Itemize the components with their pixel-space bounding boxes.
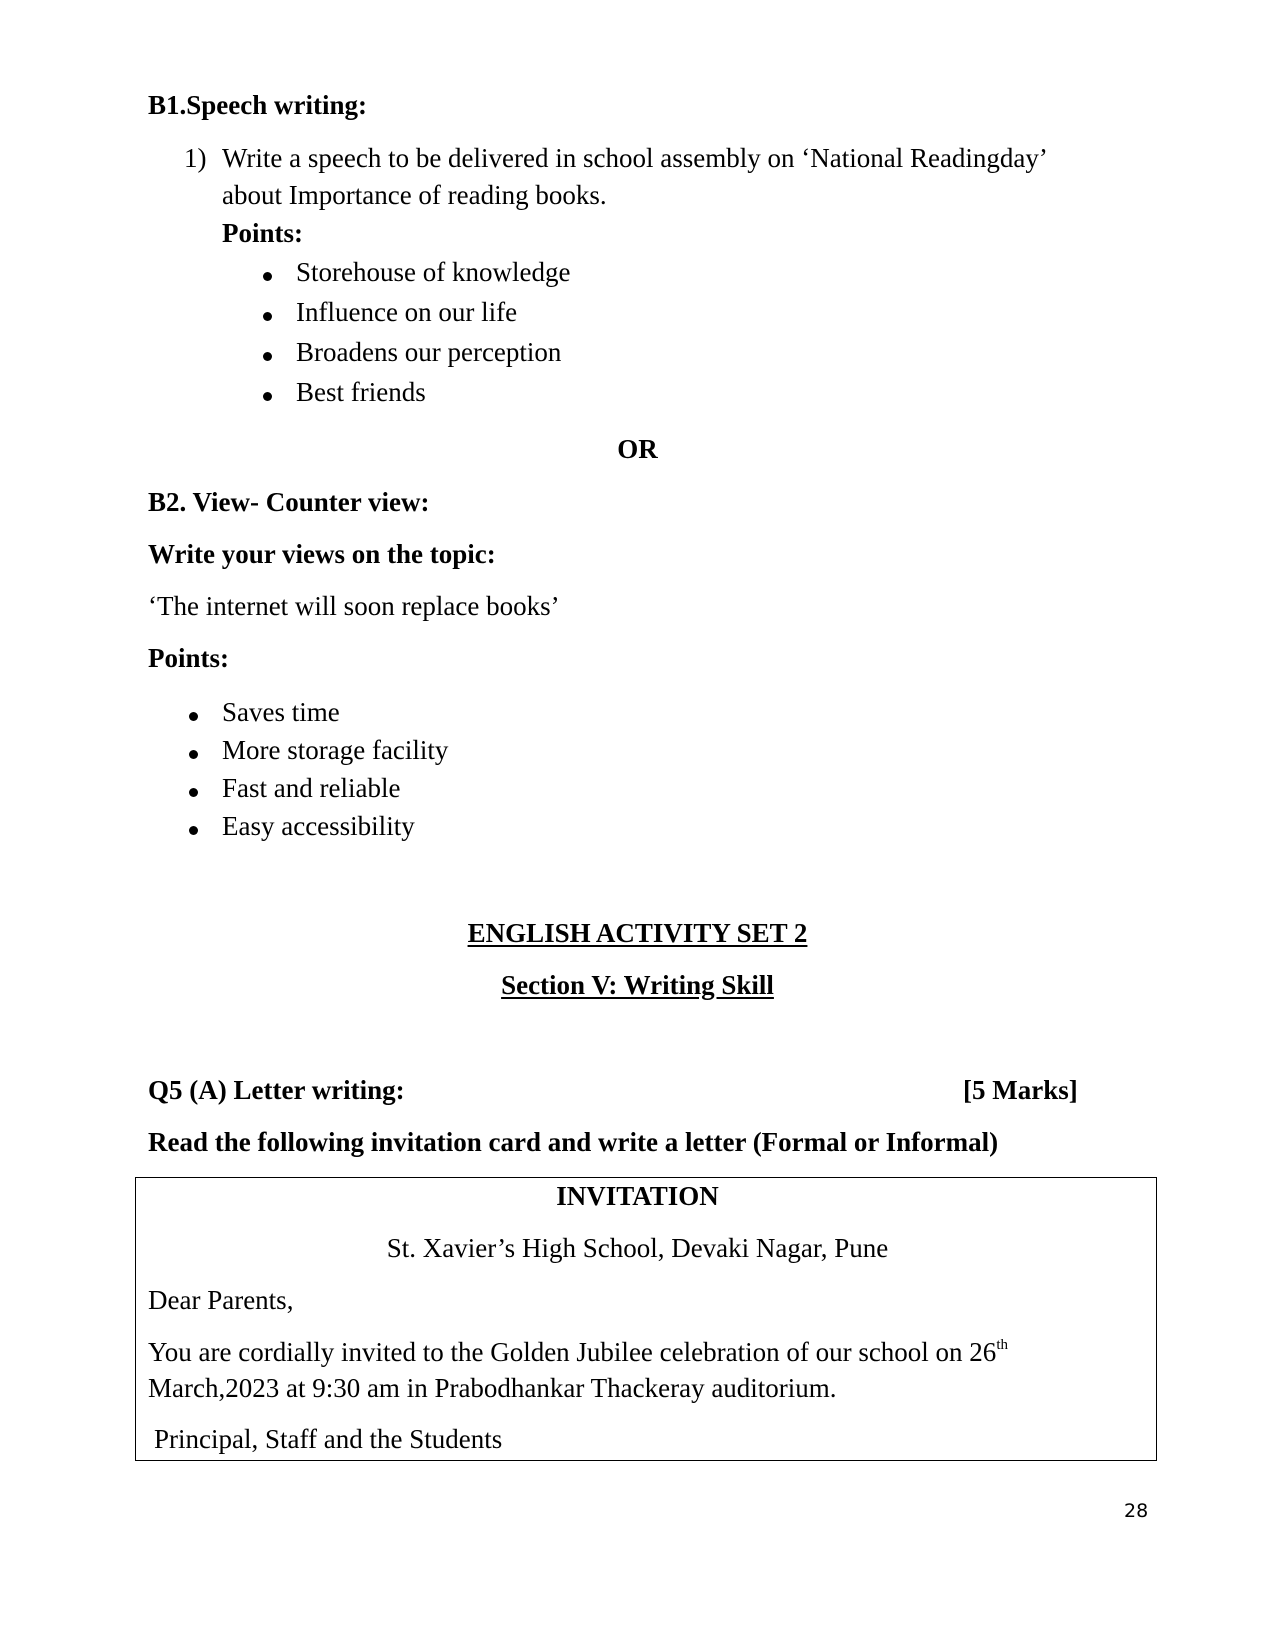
b1-item-number: 1): [184, 143, 207, 173]
b1-points-label: Points:: [222, 218, 303, 248]
b2-topic: ‘The internet will soon replace books’: [148, 591, 560, 621]
page-number: 28: [1124, 1500, 1149, 1522]
bullet-icon: [263, 392, 272, 401]
list-item: More storage facility: [222, 735, 449, 765]
invitation-school: St. Xavier’s High School, Devaki Nagar, Pune: [386, 1233, 889, 1263]
invitation-title: INVITATION: [556, 1181, 719, 1211]
invitation-salutation: Dear Parents,: [148, 1285, 294, 1315]
list-item: Broadens our perception: [296, 337, 562, 367]
ordinal-suffix: th: [996, 1337, 1008, 1353]
list-item: Easy accessibility: [222, 811, 415, 841]
b1-task-line2: about Importance of reading books.: [222, 180, 607, 210]
bullet-icon: [263, 352, 272, 361]
q5-heading: Q5 (A) Letter writing:: [148, 1075, 405, 1105]
bullet-icon: [263, 272, 272, 281]
invitation-body-text: You are cordially invited to the Golden Jubilee celebration of our school on 26: [148, 1337, 997, 1367]
list-item: Best friends: [296, 377, 426, 407]
bullet-icon: [263, 312, 272, 321]
invitation-body-line1: [148, 1337, 1008, 1368]
list-item: Saves time: [222, 697, 340, 727]
bullet-icon: [189, 712, 198, 721]
q5-instruction: Read the following invitation card and write a letter (Formal or Informal): [148, 1127, 999, 1157]
list-item: Influence on our life: [296, 297, 518, 327]
section-title: Section V: Writing Skill: [501, 970, 774, 1000]
list-item: Storehouse of knowledge: [296, 257, 571, 287]
or-divider: OR: [617, 434, 658, 464]
bullet-icon: [189, 788, 198, 797]
list-item: Fast and reliable: [222, 773, 401, 803]
bullet-icon: [189, 826, 198, 835]
b1-task-line1: Write a speech to be delivered in school assembly on ‘National Readingday’: [222, 143, 1048, 173]
invitation-body-line2: March,2023 at 9:30 am in Prabodhankar Thackeray auditorium.: [148, 1373, 837, 1403]
b2-subheading: Write your views on the topic:: [148, 539, 496, 569]
b2-heading: B2. View- Counter view:: [148, 487, 430, 517]
q5-marks: [5 Marks]: [963, 1075, 1078, 1105]
invitation-signoff: Principal, Staff and the Students: [154, 1424, 503, 1454]
invitation-card: [135, 1177, 1157, 1461]
b2-points-label: Points:: [148, 643, 229, 673]
bullet-icon: [189, 750, 198, 759]
set-title: ENGLISH ACTIVITY SET 2: [467, 918, 808, 948]
b1-heading: B1.Speech writing:: [148, 90, 367, 120]
